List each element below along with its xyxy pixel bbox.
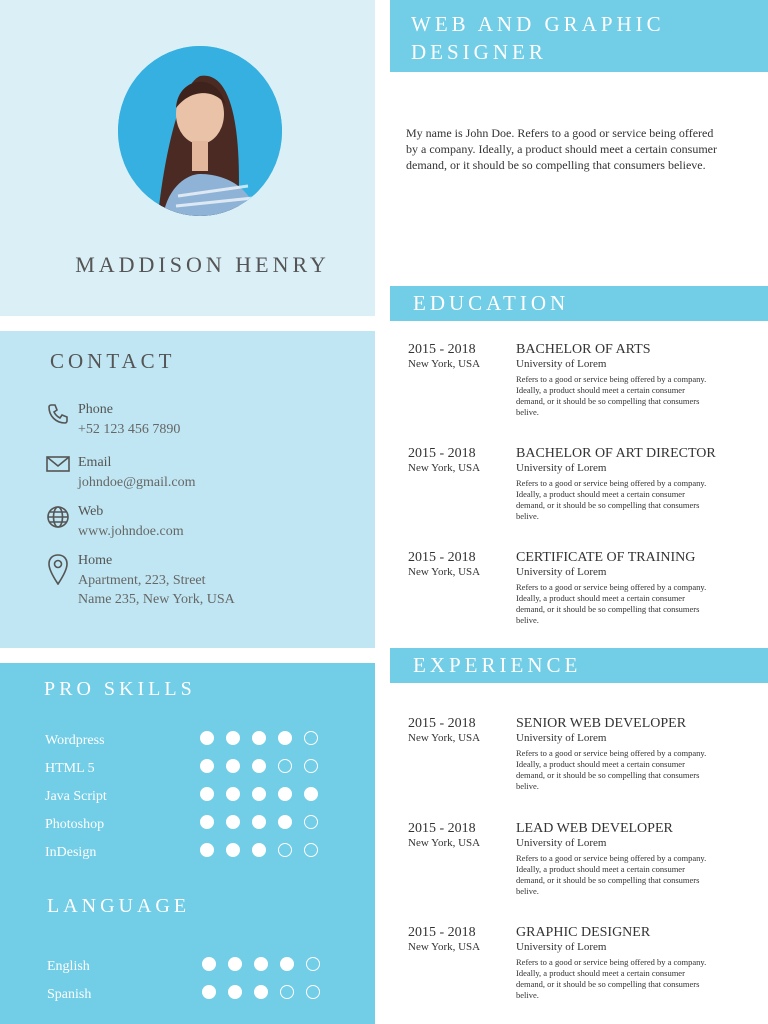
person-name: MADDISON HENRY [75, 252, 330, 277]
globe-icon [46, 504, 70, 528]
timeline-entry [408, 446, 748, 536]
skill-rating [200, 731, 318, 745]
contact-web [46, 504, 366, 544]
email-label: Email [78, 455, 112, 470]
phone-icon [46, 402, 70, 426]
rating-dot-filled [278, 787, 292, 801]
email-value[interactable]: johndoe@gmail.com [78, 475, 196, 490]
job-title: WEB AND GRAPHIC DESIGNER [390, 0, 768, 72]
entry-title: LEAD WEB DEVELOPER [516, 821, 673, 836]
timeline-entry [408, 342, 748, 432]
skills-heading: PRO SKILLS [44, 678, 196, 700]
skill-row [47, 985, 347, 1007]
location-pin-icon [46, 553, 70, 577]
rating-dot-empty [306, 985, 320, 999]
skill-row [45, 843, 345, 865]
skill-name: Java Script [45, 789, 107, 804]
rating-dot-filled [228, 985, 242, 999]
entry-description: Refers to a good or service being offered by a company. Ideally, a product should meet a certain consumer demand, or it should be so compelling that consumers belive. [516, 478, 707, 521]
entry-school: University of Lorem [516, 732, 607, 744]
home-label: Home [78, 553, 113, 568]
entry-location: New York, USA [408, 732, 481, 744]
rating-dot-filled [252, 731, 266, 745]
entry-years: 2015 - 2018 [408, 821, 476, 836]
about-text: My name is John Doe. Refers to a good or service being offered by a company. Ideally, a product should meet a certain consumer demand, or it should be so compelling that consumers believe. [406, 126, 717, 172]
entry-description: Refers to a good or service being offered by a company. Ideally, a product should meet a certain consumer demand, or it should be so compelling that consumers belive. [516, 957, 707, 1000]
rating-dot-empty [304, 843, 318, 857]
profile-photo [118, 46, 282, 216]
timeline-entry [408, 925, 748, 1015]
entry-school: University of Lorem [516, 358, 607, 370]
rating-dot-filled [200, 843, 214, 857]
rating-dot-filled [200, 787, 214, 801]
entry-school: University of Lorem [516, 941, 607, 953]
rating-dot-filled [252, 843, 266, 857]
entry-years: 2015 - 2018 [408, 342, 476, 357]
entry-years: 2015 - 2018 [408, 925, 476, 940]
skill-name: Wordpress [45, 733, 105, 748]
rating-dot-filled [200, 815, 214, 829]
rating-dot-filled [226, 815, 240, 829]
contact-heading: CONTACT [50, 349, 176, 373]
contact-phone [46, 402, 366, 442]
entry-description: Refers to a good or service being offered by a company. Ideally, a product should meet a certain consumer demand, or it should be so compelling that consumers belive. [516, 374, 707, 417]
rating-dot-empty [278, 759, 292, 773]
rating-dot-empty [304, 759, 318, 773]
home-value: Apartment, 223, Street Name 235, New York, USA [78, 573, 235, 607]
rating-dot-filled [278, 731, 292, 745]
entry-location: New York, USA [408, 837, 481, 849]
rating-dot-empty [304, 815, 318, 829]
experience-heading: EXPERIENCE [390, 648, 768, 683]
rating-dot-filled [252, 815, 266, 829]
entry-description: Refers to a good or service being offered by a company. Ideally, a product should meet a certain consumer demand, or it should be so compelling that consumers belive. [516, 748, 707, 791]
entry-location: New York, USA [408, 941, 481, 953]
entry-description: Refers to a good or service being offered by a company. Ideally, a product should meet a certain consumer demand, or it should be so compelling that consumers belive. [516, 853, 707, 896]
rating-dot-filled [280, 957, 294, 971]
entry-years: 2015 - 2018 [408, 716, 476, 731]
phone-label: Phone [78, 402, 113, 417]
skill-name: InDesign [45, 845, 97, 860]
skill-name: Spanish [47, 987, 92, 1002]
skill-row [45, 787, 345, 809]
rating-dot-filled [228, 957, 242, 971]
rating-dot-filled [252, 787, 266, 801]
skill-rating [200, 759, 318, 773]
entry-description: Refers to a good or service being offered by a company. Ideally, a product should meet a certain consumer demand, or it should be so compelling that consumers belive. [516, 582, 707, 625]
rating-dot-filled [304, 787, 318, 801]
skill-row [45, 731, 345, 753]
web-label: Web [78, 504, 104, 519]
timeline-entry [408, 550, 748, 640]
entry-school: University of Lorem [516, 566, 607, 578]
rating-dot-filled [200, 731, 214, 745]
skill-row [45, 815, 345, 837]
timeline-entry [408, 716, 748, 806]
phone-value[interactable]: +52 123 456 7890 [78, 422, 181, 437]
skill-row [47, 957, 347, 979]
skill-row [45, 759, 345, 781]
language-heading: LANGUAGE [47, 895, 191, 917]
entry-title: BACHELOR OF ART DIRECTOR [516, 446, 716, 461]
entry-school: University of Lorem [516, 837, 607, 849]
skill-rating [202, 957, 320, 971]
timeline-entry [408, 821, 748, 911]
rating-dot-filled [226, 787, 240, 801]
skill-name: Photoshop [45, 817, 105, 832]
rating-dot-filled [202, 957, 216, 971]
skill-name: HTML 5 [45, 761, 95, 776]
rating-dot-filled [252, 759, 266, 773]
entry-location: New York, USA [408, 462, 481, 474]
rating-dot-filled [226, 759, 240, 773]
entry-location: New York, USA [408, 358, 481, 370]
rating-dot-empty [278, 843, 292, 857]
entry-location: New York, USA [408, 566, 481, 578]
entry-title: GRAPHIC DESIGNER [516, 925, 651, 940]
web-value[interactable]: www.johndoe.com [78, 524, 184, 539]
entry-school: University of Lorem [516, 462, 607, 474]
rating-dot-filled [200, 759, 214, 773]
rating-dot-empty [280, 985, 294, 999]
education-heading: EDUCATION [390, 286, 768, 321]
entry-title: BACHELOR OF ARTS [516, 342, 651, 357]
skill-rating [202, 985, 320, 999]
entry-title: CERTIFICATE OF TRAINING [516, 550, 696, 565]
skill-rating [200, 787, 318, 801]
rating-dot-filled [202, 985, 216, 999]
skill-rating [200, 815, 318, 829]
skill-rating [200, 843, 318, 857]
rating-dot-empty [304, 731, 318, 745]
rating-dot-filled [254, 957, 268, 971]
mail-icon [46, 455, 70, 479]
skill-name: English [47, 959, 90, 974]
entry-years: 2015 - 2018 [408, 446, 476, 461]
entry-years: 2015 - 2018 [408, 550, 476, 565]
contact-home [46, 553, 366, 613]
entry-title: SENIOR WEB DEVELOPER [516, 716, 687, 731]
contact-email [46, 455, 366, 495]
rating-dot-filled [226, 731, 240, 745]
rating-dot-filled [254, 985, 268, 999]
rating-dot-empty [306, 957, 320, 971]
rating-dot-filled [226, 843, 240, 857]
rating-dot-filled [278, 815, 292, 829]
